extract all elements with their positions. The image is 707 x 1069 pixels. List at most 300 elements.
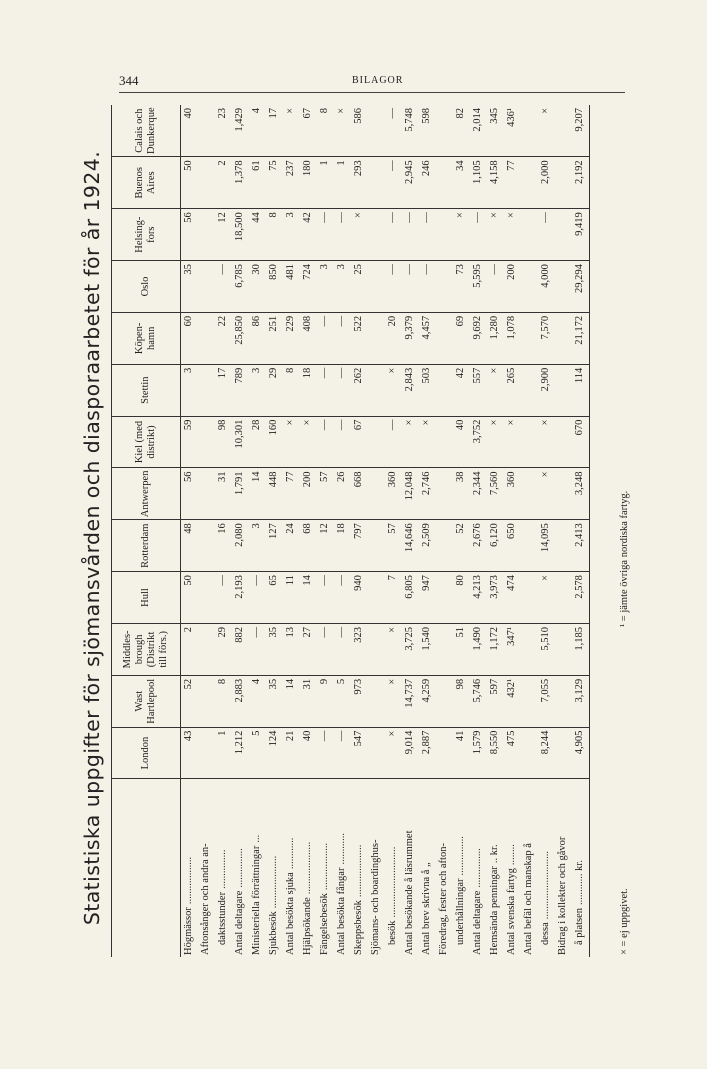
table-cell (368, 209, 385, 261)
table-cell: 4 (249, 675, 266, 727)
table-cell (521, 623, 538, 675)
table-cell (555, 209, 572, 261)
table-cell: 3,248 (572, 468, 590, 520)
table-cell: 3 (334, 261, 351, 313)
table-cell (521, 312, 538, 364)
table-cell: 3 (317, 261, 334, 313)
stub-header (112, 779, 181, 957)
table-cell (555, 572, 572, 624)
table-cell (436, 675, 453, 727)
table-cell: — (419, 261, 436, 313)
table-row (283, 105, 300, 957)
table-cell: 436¹ (504, 105, 521, 157)
table-cell: 2,945 (402, 157, 419, 209)
column-header: London (112, 727, 181, 779)
row-label-text: daktsstunder (217, 891, 229, 945)
table-cell: 86 (249, 312, 266, 364)
table-row (215, 105, 232, 957)
table-row (368, 105, 385, 957)
table-cell (198, 364, 215, 416)
table-cell (198, 157, 215, 209)
table-cell: × (385, 364, 402, 416)
table-cell: 973 (351, 675, 368, 727)
row-label (198, 779, 215, 957)
table-row (198, 105, 215, 957)
column-header: Kiel (med distrikt) (112, 416, 181, 468)
table-cell: 2,344 (470, 468, 487, 520)
row-label (317, 779, 334, 957)
table-cell: 29,294 (572, 261, 590, 313)
table-cell: 323 (351, 623, 368, 675)
row-label-text: Antal besökta sjuka (285, 872, 297, 955)
table-header-row (112, 105, 181, 957)
table-cell: — (317, 364, 334, 416)
table-cell (521, 572, 538, 624)
table-cell: × (300, 416, 317, 468)
column-header: Buenos Aires (112, 157, 181, 209)
table-cell: 35 (266, 623, 283, 675)
table-cell: 38 (453, 468, 470, 520)
row-label-text: besök (387, 920, 399, 945)
row-label-leader: ............... (217, 849, 229, 889)
table-cell: 8 (317, 105, 334, 157)
table-row (181, 105, 199, 957)
table-cell: 7,055 (538, 675, 555, 727)
page-number: 344 (119, 73, 139, 88)
table-cell: 2,080 (232, 520, 249, 572)
table-cell: 5 (334, 675, 351, 727)
table-cell: 24 (283, 520, 300, 572)
table-cell: 5 (249, 727, 266, 779)
table-cell: 200 (300, 468, 317, 520)
table-cell: — (317, 312, 334, 364)
table-cell: 3,725 (402, 623, 419, 675)
table-cell (521, 157, 538, 209)
column-header: Hull (112, 572, 181, 624)
table-cell: × (419, 416, 436, 468)
row-label-text: Ministeriella förrättningar (251, 845, 263, 955)
table-cell: 408 (300, 312, 317, 364)
table-cell (368, 520, 385, 572)
table-cell: 724 (300, 261, 317, 313)
table-cell: — (317, 416, 334, 468)
table-cell (555, 727, 572, 779)
table-cell: — (385, 416, 402, 468)
table-cell: 1 (215, 727, 232, 779)
table-cell (555, 468, 572, 520)
table-cell: 3 (249, 520, 266, 572)
table-cell: 3,129 (572, 675, 590, 727)
table-cell: — (334, 209, 351, 261)
table-cell: 2,900 (538, 364, 555, 416)
row-label (232, 779, 249, 957)
table-cell: 60 (181, 312, 199, 364)
table-cell: 2 (215, 157, 232, 209)
table-cell: 75 (266, 157, 283, 209)
row-label-text: Bidrag i kollekter och gåvor (557, 836, 569, 955)
table-cell (436, 261, 453, 313)
table-row (266, 105, 283, 957)
table-row (538, 105, 555, 957)
column-header: Calais och Dunkerque (112, 105, 181, 157)
table-cell: 17 (266, 105, 283, 157)
row-label-leader: .......................... (540, 851, 552, 920)
row-label (368, 779, 385, 957)
table-cell (198, 623, 215, 675)
table-cell: 481 (283, 261, 300, 313)
table-cell: 57 (317, 468, 334, 520)
table-row (334, 105, 351, 957)
table-cell (198, 312, 215, 364)
table-cell: — (419, 209, 436, 261)
table-cell: 670 (572, 416, 590, 468)
table-row (351, 105, 368, 957)
table-row (504, 105, 521, 957)
row-label-leader: .................... (353, 844, 365, 898)
table-cell: 40 (181, 105, 199, 157)
table-cell: 31 (300, 675, 317, 727)
row-label-leader: .................... (302, 841, 314, 895)
table-cell (521, 416, 538, 468)
table-cell: 48 (181, 520, 199, 572)
table-cell: 293 (351, 157, 368, 209)
table-cell: × (487, 209, 504, 261)
table-cell: 2,676 (470, 520, 487, 572)
row-label (266, 779, 283, 957)
table-cell (436, 727, 453, 779)
table-cell (555, 261, 572, 313)
table-cell (521, 364, 538, 416)
table-cell: 42 (453, 364, 470, 416)
table-cell: 650 (504, 520, 521, 572)
table-cell: × (283, 416, 300, 468)
table-cell: 2 (181, 623, 199, 675)
table-cell: 5,746 (470, 675, 487, 727)
row-label (385, 779, 402, 957)
row-label-text: å platsen (574, 907, 586, 945)
row-label (351, 779, 368, 957)
table-cell: 503 (419, 364, 436, 416)
table-cell: 237 (283, 157, 300, 209)
row-label (521, 779, 538, 957)
column-header: Antwerpen (112, 468, 181, 520)
table-cell: × (487, 416, 504, 468)
table-cell: 180 (300, 157, 317, 209)
table-cell: — (334, 572, 351, 624)
table-cell: 16 (215, 520, 232, 572)
row-label-text: Sjukbesök (268, 911, 280, 955)
table-cell (368, 105, 385, 157)
table-cell: 42 (300, 209, 317, 261)
table-cell (521, 261, 538, 313)
table-cell: 1,579 (470, 727, 487, 779)
table-cell: 1,540 (419, 623, 436, 675)
row-label-leader: ........ (506, 844, 518, 866)
table-row (572, 105, 590, 957)
table-cell: 50 (181, 157, 199, 209)
table-cell (436, 520, 453, 572)
table-cell: — (538, 209, 555, 261)
table-cell: 65 (266, 572, 283, 624)
table-cell (521, 468, 538, 520)
row-label (334, 779, 351, 957)
table-cell: 9,379 (402, 312, 419, 364)
table-cell: × (351, 209, 368, 261)
table-cell: 17 (215, 364, 232, 416)
table-cell: 56 (181, 209, 199, 261)
table-cell: 668 (351, 468, 368, 520)
table-cell: — (334, 364, 351, 416)
table-cell: 432¹ (504, 675, 521, 727)
table-cell: × (334, 105, 351, 157)
table-cell: 262 (351, 364, 368, 416)
row-label (436, 779, 453, 957)
table-cell: 12 (317, 520, 334, 572)
table-cell (368, 727, 385, 779)
table-cell: — (317, 209, 334, 261)
table-cell: 5,595 (470, 261, 487, 313)
table-cell (368, 416, 385, 468)
table-cell (436, 209, 453, 261)
table-cell: 8 (283, 364, 300, 416)
row-label (538, 779, 555, 957)
table-cell: 3,752 (470, 416, 487, 468)
table-cell: 7 (385, 572, 402, 624)
table-cell: 69 (453, 312, 470, 364)
table-cell: 35 (266, 675, 283, 727)
table-cell: 12 (215, 209, 232, 261)
table-cell (198, 675, 215, 727)
table-cell: 2,843 (402, 364, 419, 416)
table-cell: — (215, 261, 232, 313)
table-cell: 598 (419, 105, 436, 157)
table-cell: 82 (453, 105, 470, 157)
table-cell: × (487, 364, 504, 416)
table-cell: × (504, 416, 521, 468)
row-label (249, 779, 266, 957)
table-cell (368, 364, 385, 416)
table-cell: 597 (487, 675, 504, 727)
column-header: Helsing-fors (112, 209, 181, 261)
table-cell (198, 261, 215, 313)
table-cell: — (249, 623, 266, 675)
table-cell: 2,192 (572, 157, 590, 209)
row-label-leader: .................... (268, 855, 280, 909)
table-row (249, 105, 266, 957)
footnote-x: × = ej uppgivet. (619, 888, 630, 955)
table-cell: 557 (470, 364, 487, 416)
table-cell: — (470, 209, 487, 261)
column-header: Köpen-hamn (112, 312, 181, 364)
column-header: Middles-brough (Distrikt till förs.) (112, 623, 181, 675)
table-cell: 4,213 (470, 572, 487, 624)
row-label-leader: .................. (319, 842, 331, 891)
table-cell: 14 (283, 675, 300, 727)
table-cell: 4 (249, 105, 266, 157)
table-row (453, 105, 470, 957)
row-label-text: Antal deltagare (472, 890, 484, 955)
table-cell: × (453, 209, 470, 261)
table-cell: 34 (453, 157, 470, 209)
table-row (402, 105, 419, 957)
table-cell (368, 623, 385, 675)
row-label (487, 779, 504, 957)
table-cell: 789 (232, 364, 249, 416)
table-wrap (111, 105, 630, 957)
table-cell: × (283, 105, 300, 157)
table-cell (368, 312, 385, 364)
table-cell: 7,570 (538, 312, 555, 364)
table-cell: 77 (283, 468, 300, 520)
table-cell: 14,737 (402, 675, 419, 727)
table-cell (198, 468, 215, 520)
table-cell (198, 209, 215, 261)
table-cell: 14 (249, 468, 266, 520)
table-cell (368, 261, 385, 313)
table-cell: 26 (334, 468, 351, 520)
row-label-leader: ............... (472, 848, 484, 888)
table-cell: 98 (215, 416, 232, 468)
table-cell: 229 (283, 312, 300, 364)
row-label (181, 779, 199, 957)
table-cell (555, 105, 572, 157)
table-cell: 6,120 (487, 520, 504, 572)
row-label-leader: .. kr. (489, 844, 501, 864)
table-cell: 14 (300, 572, 317, 624)
table-cell: 28 (249, 416, 266, 468)
table-cell: 6,805 (402, 572, 419, 624)
table-cell: 475 (504, 727, 521, 779)
table-cell: 345 (487, 105, 504, 157)
table-row (521, 105, 538, 957)
table-body (181, 105, 590, 957)
table-cell: 73 (453, 261, 470, 313)
row-label (555, 779, 572, 957)
table-cell (436, 157, 453, 209)
row-label-text: Antal brev skrivna å „ (421, 862, 433, 955)
table-cell: 52 (453, 520, 470, 572)
table-cell: 2,509 (419, 520, 436, 572)
table-cell: 2,193 (232, 572, 249, 624)
table-row (470, 105, 487, 957)
running-head: BILAGOR (352, 75, 404, 86)
table-cell: 1,429 (232, 105, 249, 157)
row-label-leader: ........................... (387, 846, 399, 918)
table-cell: 797 (351, 520, 368, 572)
table-cell: 882 (232, 623, 249, 675)
table-cell: 1,212 (232, 727, 249, 779)
table-cell: × (538, 572, 555, 624)
table-cell: 2,746 (419, 468, 436, 520)
table-cell (555, 364, 572, 416)
table-cell: 127 (266, 520, 283, 572)
table-cell: 947 (419, 572, 436, 624)
row-label-text: Antal svenska fartyg (506, 868, 518, 955)
table-cell (436, 416, 453, 468)
table-cell: 14,646 (402, 520, 419, 572)
table-row (317, 105, 334, 957)
table-cell (521, 520, 538, 572)
rotated-table-block (80, 103, 630, 973)
header-rule (119, 92, 625, 93)
table-cell: 22 (215, 312, 232, 364)
table-cell: 21 (283, 727, 300, 779)
row-label-text: Antal befäl och manskap å (523, 843, 535, 955)
table-cell: 347¹ (504, 623, 521, 675)
table-cell: 522 (351, 312, 368, 364)
row-label-text: Sjömans- och boardinghus- (370, 839, 382, 955)
table-cell (436, 572, 453, 624)
table-cell: 10,301 (232, 416, 249, 468)
table-cell: 27 (300, 623, 317, 675)
table-cell: 1,791 (232, 468, 249, 520)
table-cell: 56 (181, 468, 199, 520)
table-cell: 9,692 (470, 312, 487, 364)
table-cell: 1,280 (487, 312, 504, 364)
row-label (402, 779, 419, 957)
table-cell: 265 (504, 364, 521, 416)
table-cell: 7,560 (487, 468, 504, 520)
table-cell: — (385, 209, 402, 261)
table-cell: 5,748 (402, 105, 419, 157)
column-header: Rotterdam (112, 520, 181, 572)
table-cell: — (385, 157, 402, 209)
column-header: Oslo (112, 261, 181, 313)
table-cell (521, 727, 538, 779)
table-cell: 77 (504, 157, 521, 209)
table-cell (555, 157, 572, 209)
table-cell (198, 520, 215, 572)
table-cell (368, 675, 385, 727)
table-cell: 4,000 (538, 261, 555, 313)
table-cell: 1 (334, 157, 351, 209)
table-cell: 20 (385, 312, 402, 364)
table-cell: — (334, 416, 351, 468)
table-cell (368, 468, 385, 520)
row-label-text: Skeppsbesök (353, 900, 365, 955)
row-label (572, 779, 590, 957)
table-cell (436, 468, 453, 520)
table-cell (198, 572, 215, 624)
row-label-leader: ... (251, 834, 263, 843)
table-cell: 29 (266, 364, 283, 416)
table-cell: 29 (215, 623, 232, 675)
table-row (555, 105, 572, 957)
table-cell: 1,105 (470, 157, 487, 209)
table-cell: 40 (453, 416, 470, 468)
column-header: Stettin (112, 364, 181, 416)
table-cell: 13 (283, 623, 300, 675)
table-cell: 61 (249, 157, 266, 209)
table-row (487, 105, 504, 957)
row-label-leader: ............... (455, 836, 467, 876)
table-cell: × (538, 468, 555, 520)
table-cell: — (402, 209, 419, 261)
table-cell: 8,244 (538, 727, 555, 779)
table-cell: 3 (283, 209, 300, 261)
table-cell: — (317, 623, 334, 675)
row-label-text: Föredrag, fester och afton- (438, 843, 450, 955)
table-cell: × (385, 675, 402, 727)
table-cell: 80 (453, 572, 470, 624)
row-label-text: dessa (540, 922, 552, 945)
table-cell (436, 364, 453, 416)
row-label-leader: ............... (234, 848, 246, 888)
table-cell: 43 (181, 727, 199, 779)
table-cell: 2,413 (572, 520, 590, 572)
table-cell: 57 (385, 520, 402, 572)
table-cell: 1,490 (470, 623, 487, 675)
